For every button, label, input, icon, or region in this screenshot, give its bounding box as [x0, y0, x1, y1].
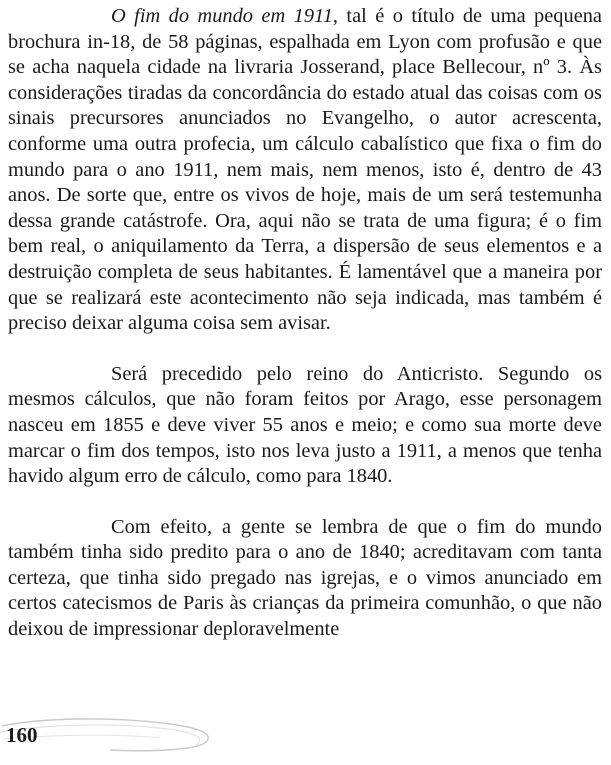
page-number: 160	[6, 723, 38, 747]
page-footer	[0, 712, 611, 765]
page-body	[8, 4, 602, 643]
paragraph-2: Será precedido pelo reino do Anticristo. Segundo os mesmos cálculos, que não foram feitos por Arago, esse personagem nasceu em 1855 e deve viver 55 anos e meio; e como sua morte deve marcar o fim dos tempos, isto nos leva justo a 1911, a menos que tenha havido algum erro de cálculo, como para 1840.	[8, 362, 602, 488]
paragraph-3: Com efeito, a gente se lembra de que o fim do mundo também tinha sido predito para o ano de 1840; acreditavam com tanta certeza, que tinha sido pregado nas igrejas, e o vimos anunciado em certos catecismos de Paris às crianças da primeira comunhão, o que não deixou de impressionar deploravelmente	[8, 515, 602, 641]
brochure-title: O fim do mundo em 1911	[111, 5, 333, 27]
paragraph-1	[8, 4, 602, 337]
paragraph-1-text: , tal é o título de uma pequena brochura in-18, de 58 páginas, espalhada em Lyon com profusão e que se acha naquela cidade na livraria Josserand, place Bellecour, nº 3. Às considerações tiradas da concordância do estado atual das coisas com os sinais precursores anunciados no Evangelho, o autor acrescenta, conforme uma outra profecia, um cálculo cabalístico que fixa o fim do mundo para o ano 1911, nem mais, nem menos, isto é, dentro de 43 anos. De sorte que, entre os vivos de hoje, mais de um será testemunha dessa grande catástrofe. Ora, aqui não se trata de uma figura; é o fim bem real, o aniquilamento da Terra, a dispersão de seus elementos e a destruição completa de seus habitantes. É lamentável que a maneira por que se realizará este acontecimento não seja indicada, mas também é preciso deixar alguma coisa sem avisar.	[8, 5, 602, 335]
